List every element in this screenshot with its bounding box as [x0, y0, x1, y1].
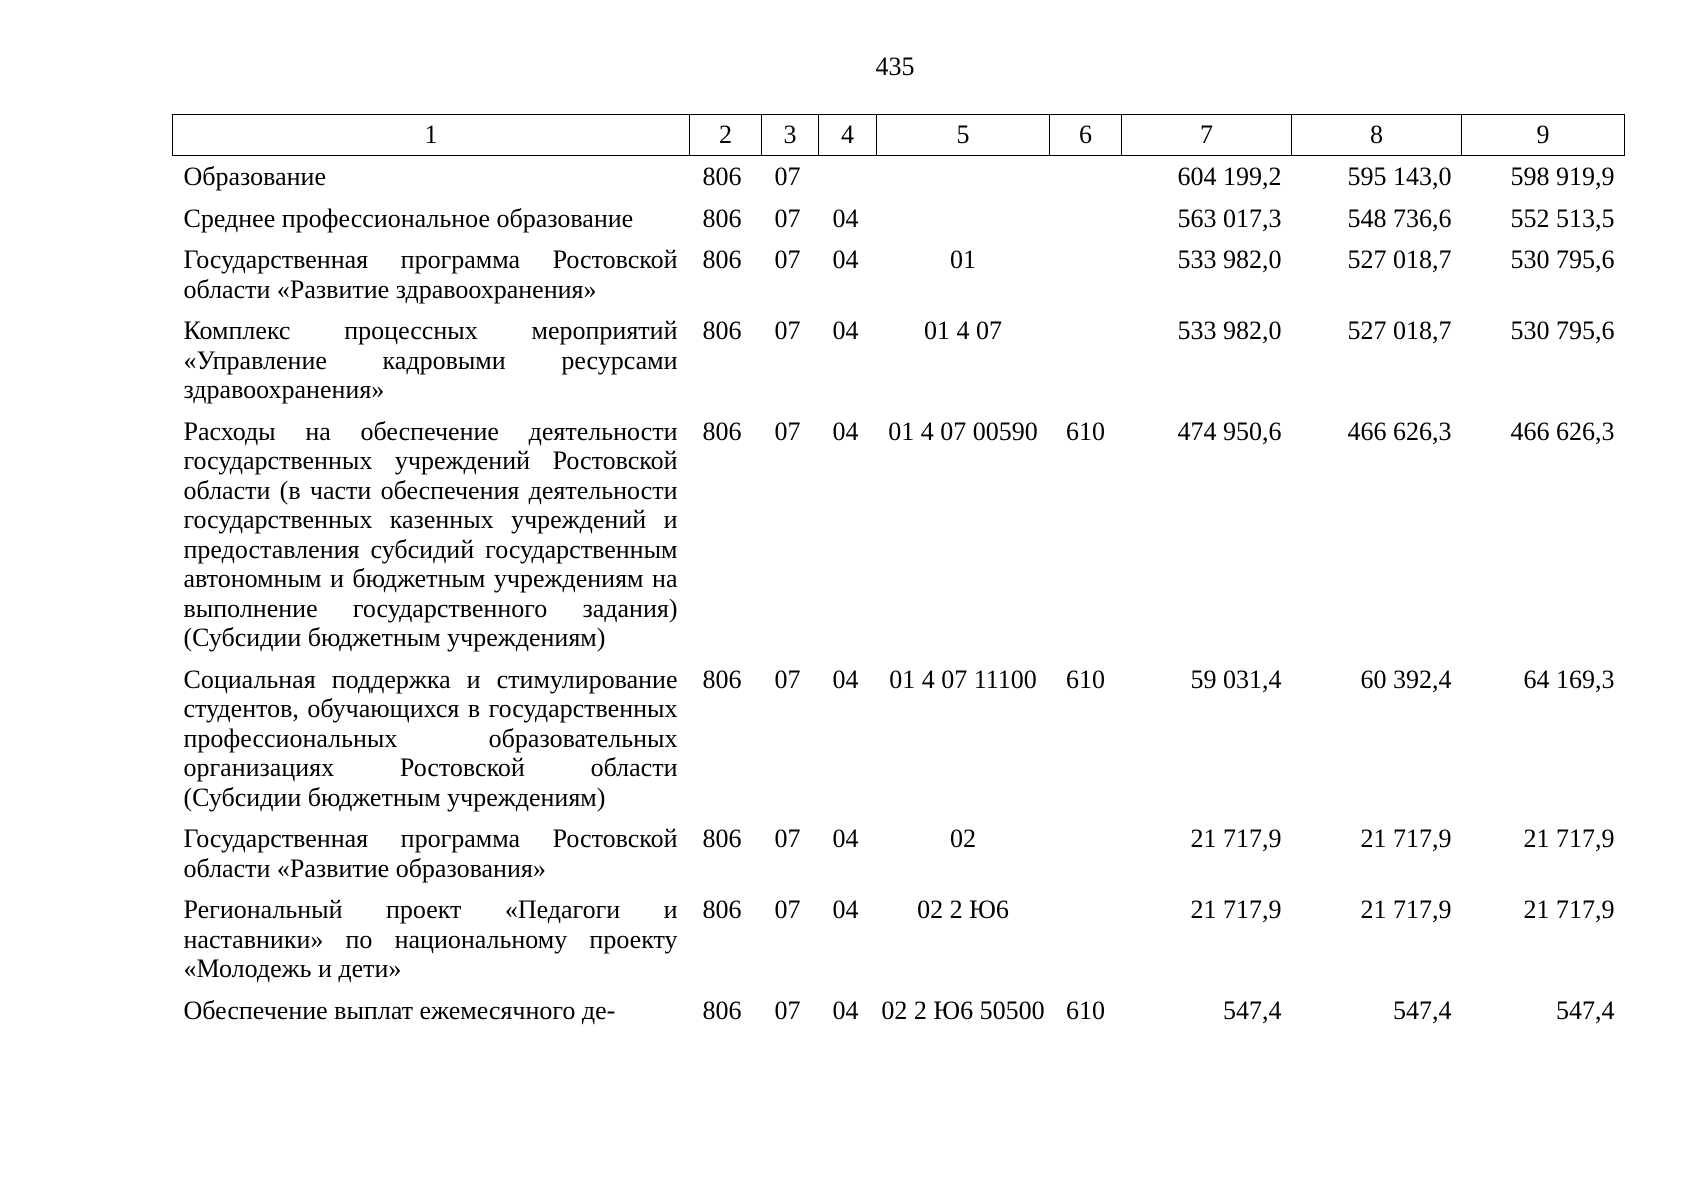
row-vr [1050, 895, 1122, 996]
table-header [173, 115, 1625, 156]
row-vr [1050, 316, 1122, 417]
row-sum-2: 595 143,0 [1347, 162, 1452, 191]
row-sum-1: 21 717,9 [1190, 895, 1282, 924]
row-csr: 01 4 07 11100 [889, 664, 1037, 694]
row-pr: 04 [832, 824, 859, 853]
row-grbs: 806 [702, 995, 742, 1025]
header-cell-1: 1 [173, 115, 690, 156]
header-cell-7: 7 [1122, 115, 1292, 156]
row-pr: 04 [832, 995, 859, 1025]
row-sum-2: 60 392,4 [1360, 664, 1452, 694]
row-rz: 07 [774, 995, 801, 1025]
row-sum-3: 598 919,9 [1510, 162, 1615, 191]
row-pr [819, 156, 877, 204]
row-vr [1050, 204, 1122, 246]
row-csr: 01 4 07 00590 [888, 416, 1038, 446]
row-grbs: 806 [702, 203, 742, 233]
row-sum-3: 466 626,3 [1510, 416, 1615, 446]
row-name: Расходы на обеспечение деятельности государственных учреждений Ростовской области (в части обеспечения деятельности государственных казенных учреждений и предоставления субсидий государственным автономным и бюджетным учреждениям на выполнение государственного задания) (Субсидии бюджетным учреждениям) [183, 416, 678, 652]
row-csr [877, 204, 1050, 246]
row-sum-3: 530 795,6 [1510, 316, 1615, 345]
row-name: Государственная программа Ростовской области «Развитие образования» [183, 824, 678, 883]
table-row [173, 996, 1625, 1038]
row-sum-2: 548 736,6 [1347, 203, 1452, 233]
row-csr: 02 2 Ю6 50500 [881, 995, 1045, 1025]
table-row [173, 895, 1625, 996]
budget-table [172, 114, 1625, 1037]
row-sum-1: 563 017,3 [1177, 203, 1282, 233]
row-name: Государственная программа Ростовской области «Развитие здравоохранения» [183, 245, 678, 304]
row-sum-3: 547,4 [1556, 995, 1615, 1025]
row-sum-3: 552 513,5 [1510, 203, 1615, 233]
row-sum-1: 21 717,9 [1190, 824, 1282, 853]
header-cell-4: 4 [819, 115, 877, 156]
table-row [173, 417, 1625, 665]
row-sum-3: 530 795,6 [1510, 245, 1615, 274]
header-cell-9: 9 [1462, 115, 1625, 156]
row-sum-2: 547,4 [1393, 995, 1452, 1025]
table-row [173, 824, 1625, 895]
row-csr: 02 [950, 824, 976, 853]
row-sum-2: 527 018,7 [1347, 316, 1452, 345]
table-row [173, 316, 1625, 417]
page-number: 435 [875, 52, 915, 81]
row-name: Социальная поддержка и стимулирование студентов, обучающихся в государственных профессиональных образовательных организациях Ростовской области (Субсидии бюджетным учреждениям) [183, 664, 678, 812]
row-rz: 07 [774, 162, 801, 191]
row-sum-2: 466 626,3 [1347, 416, 1452, 446]
row-rz: 07 [774, 664, 801, 694]
row-sum-3: 21 717,9 [1523, 895, 1615, 924]
row-name: Региональный проект «Педагоги и наставники» по национальному проекту «Молодежь и дети» [183, 895, 678, 983]
row-pr: 04 [832, 895, 859, 924]
row-sum-1: 604 199,2 [1177, 162, 1282, 191]
table-row [173, 665, 1625, 825]
row-sum-1: 533 982,0 [1177, 245, 1282, 274]
table-row [173, 204, 1625, 246]
row-csr: 01 [950, 245, 976, 274]
row-sum-2: 21 717,9 [1360, 895, 1452, 924]
row-sum-1: 547,4 [1223, 995, 1282, 1025]
row-rz: 07 [774, 316, 801, 345]
row-vr [1050, 245, 1122, 316]
row-pr: 04 [832, 245, 859, 274]
row-name: Среднее профессиональное образование [183, 203, 634, 233]
row-sum-2: 527 018,7 [1347, 245, 1452, 274]
row-grbs: 806 [702, 245, 742, 274]
row-vr [1050, 824, 1122, 895]
row-sum-3: 64 169,3 [1523, 664, 1615, 694]
header-cell-3: 3 [762, 115, 819, 156]
row-name: Образование [183, 162, 327, 191]
row-vr: 610 [1066, 416, 1105, 446]
row-vr: 610 [1066, 664, 1105, 694]
row-name: Обеспечение выплат ежемесячного де- [183, 995, 616, 1025]
row-grbs: 806 [702, 895, 742, 924]
row-pr: 04 [832, 316, 859, 345]
table-row [173, 245, 1625, 316]
row-rz: 07 [774, 824, 801, 853]
row-vr: 610 [1066, 995, 1105, 1025]
row-sum-1: 474 950,6 [1177, 416, 1282, 446]
row-sum-3: 21 717,9 [1523, 824, 1615, 853]
row-pr: 04 [832, 416, 859, 446]
row-sum-1: 533 982,0 [1177, 316, 1282, 345]
table-row [173, 156, 1625, 204]
header-cell-8: 8 [1292, 115, 1462, 156]
header-row [173, 115, 1625, 156]
table-body [173, 156, 1625, 1038]
row-pr: 04 [832, 664, 859, 694]
row-grbs: 806 [702, 824, 742, 853]
row-sum-2: 21 717,9 [1360, 824, 1452, 853]
header-cell-6: 6 [1050, 115, 1122, 156]
header-cell-2: 2 [690, 115, 762, 156]
row-rz: 07 [774, 416, 801, 446]
row-grbs: 806 [702, 664, 742, 694]
header-cell-5: 5 [877, 115, 1050, 156]
row-rz: 07 [774, 203, 801, 233]
row-grbs: 806 [702, 416, 742, 446]
row-csr: 02 2 Ю6 [917, 895, 1009, 924]
row-csr: 01 4 07 [924, 316, 1002, 345]
row-rz: 07 [774, 245, 801, 274]
row-sum-1: 59 031,4 [1190, 664, 1282, 694]
row-pr: 04 [832, 203, 859, 233]
row-name: Комплекс процессных мероприятий «Управление кадровыми ресурсами здравоохранения» [183, 316, 678, 404]
row-vr [1050, 156, 1122, 204]
row-rz: 07 [774, 895, 801, 924]
row-grbs: 806 [702, 316, 742, 345]
row-csr [877, 156, 1050, 204]
row-grbs: 806 [702, 162, 742, 191]
